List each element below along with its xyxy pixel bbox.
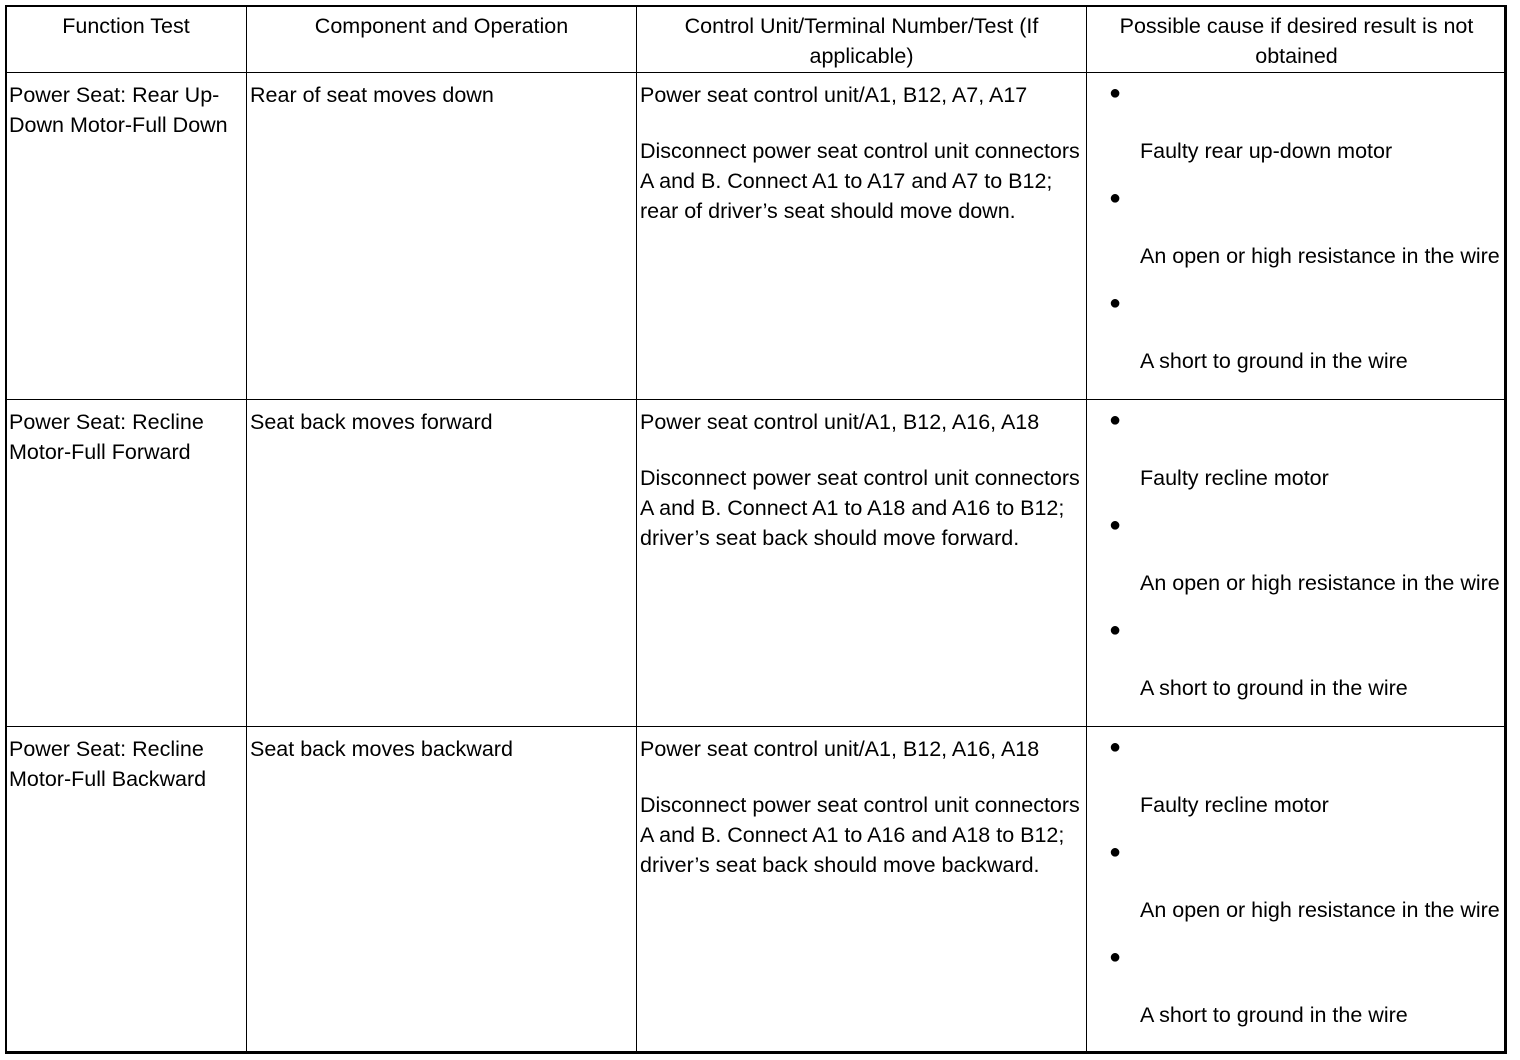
cause-text: A short to ground in the wire xyxy=(1140,676,1408,700)
function-test-cell xyxy=(6,727,247,1054)
cause-text: A short to ground in the wire xyxy=(1140,349,1408,373)
list-item xyxy=(1109,618,1506,703)
cause-text: Faulty rear up-down motor xyxy=(1140,139,1393,163)
bullet-icon: ● xyxy=(1109,409,1122,431)
list-item xyxy=(1109,81,1506,166)
list-item xyxy=(1109,291,1506,376)
header-component-operation: Component and Operation xyxy=(247,6,637,73)
bullet-icon: ● xyxy=(1109,946,1122,968)
bullet-icon: ● xyxy=(1109,514,1122,536)
list-item xyxy=(1109,840,1506,925)
table-row xyxy=(6,400,1507,727)
causes-list xyxy=(1087,73,1506,376)
control-test-procedure: Disconnect power seat control unit connectors A and B. Connect A1 to A17 and A7 to B12; rear of driver’s seat should move down. xyxy=(640,139,1080,223)
function-test-text: Power Seat: Rear Up-Down Motor-Full Down xyxy=(9,83,228,137)
function-test-text: Power Seat: Recline Motor-Full Backward xyxy=(9,737,207,791)
function-test-cell xyxy=(6,400,247,727)
cause-text: An open or high resistance in the wire xyxy=(1140,244,1500,268)
causes-list xyxy=(1087,400,1506,703)
header-control-unit: Control Unit/Terminal Number/Test (If applicable) xyxy=(637,6,1087,73)
causes-cell xyxy=(1087,400,1507,727)
bullet-icon: ● xyxy=(1109,292,1122,314)
control-cell xyxy=(637,400,1087,727)
causes-cell xyxy=(1087,73,1507,400)
function-test-table xyxy=(5,5,1507,1054)
component-cell xyxy=(247,400,637,727)
component-cell xyxy=(247,73,637,400)
control-cell xyxy=(637,73,1087,400)
list-item xyxy=(1109,735,1506,820)
causes-list xyxy=(1087,727,1506,1030)
control-cell xyxy=(637,727,1087,1054)
header-row xyxy=(6,6,1507,73)
control-terminals: Power seat control unit/A1, B12, A16, A18 xyxy=(640,737,1040,761)
cause-text: Faulty recline motor xyxy=(1140,793,1329,817)
component-text: Seat back moves forward xyxy=(250,410,493,434)
function-test-text: Power Seat: Recline Motor-Full Forward xyxy=(9,410,204,464)
list-item xyxy=(1109,408,1506,493)
table-row xyxy=(6,727,1507,1054)
function-test-cell xyxy=(6,73,247,400)
cause-text: A short to ground in the wire xyxy=(1140,1003,1408,1027)
header-function-test: Function Test xyxy=(6,6,247,73)
causes-cell xyxy=(1087,727,1507,1054)
cause-text: Faulty recline motor xyxy=(1140,466,1329,490)
list-item xyxy=(1109,513,1506,598)
control-terminals: Power seat control unit/A1, B12, A7, A17 xyxy=(640,83,1028,107)
cause-text: An open or high resistance in the wire xyxy=(1140,898,1500,922)
bullet-icon: ● xyxy=(1109,841,1122,863)
cause-text: An open or high resistance in the wire xyxy=(1140,571,1500,595)
table-row xyxy=(6,73,1507,400)
bullet-icon: ● xyxy=(1109,82,1122,104)
bullet-icon: ● xyxy=(1109,619,1122,641)
control-terminals: Power seat control unit/A1, B12, A16, A18 xyxy=(640,410,1040,434)
component-text: Rear of seat moves down xyxy=(250,83,494,107)
control-test-procedure: Disconnect power seat control unit connectors A and B. Connect A1 to A18 and A16 to B12; driver’s seat back should move forward. xyxy=(640,466,1080,550)
component-cell xyxy=(247,727,637,1054)
list-item xyxy=(1109,945,1506,1030)
list-item xyxy=(1109,186,1506,271)
control-test-procedure: Disconnect power seat control unit connectors A and B. Connect A1 to A16 and A18 to B12; driver’s seat back should move backward. xyxy=(640,793,1080,877)
bullet-icon: ● xyxy=(1109,736,1122,758)
header-possible-cause: Possible cause if desired result is not obtained xyxy=(1087,6,1507,73)
component-text: Seat back moves backward xyxy=(250,737,513,761)
bullet-icon: ● xyxy=(1109,187,1122,209)
